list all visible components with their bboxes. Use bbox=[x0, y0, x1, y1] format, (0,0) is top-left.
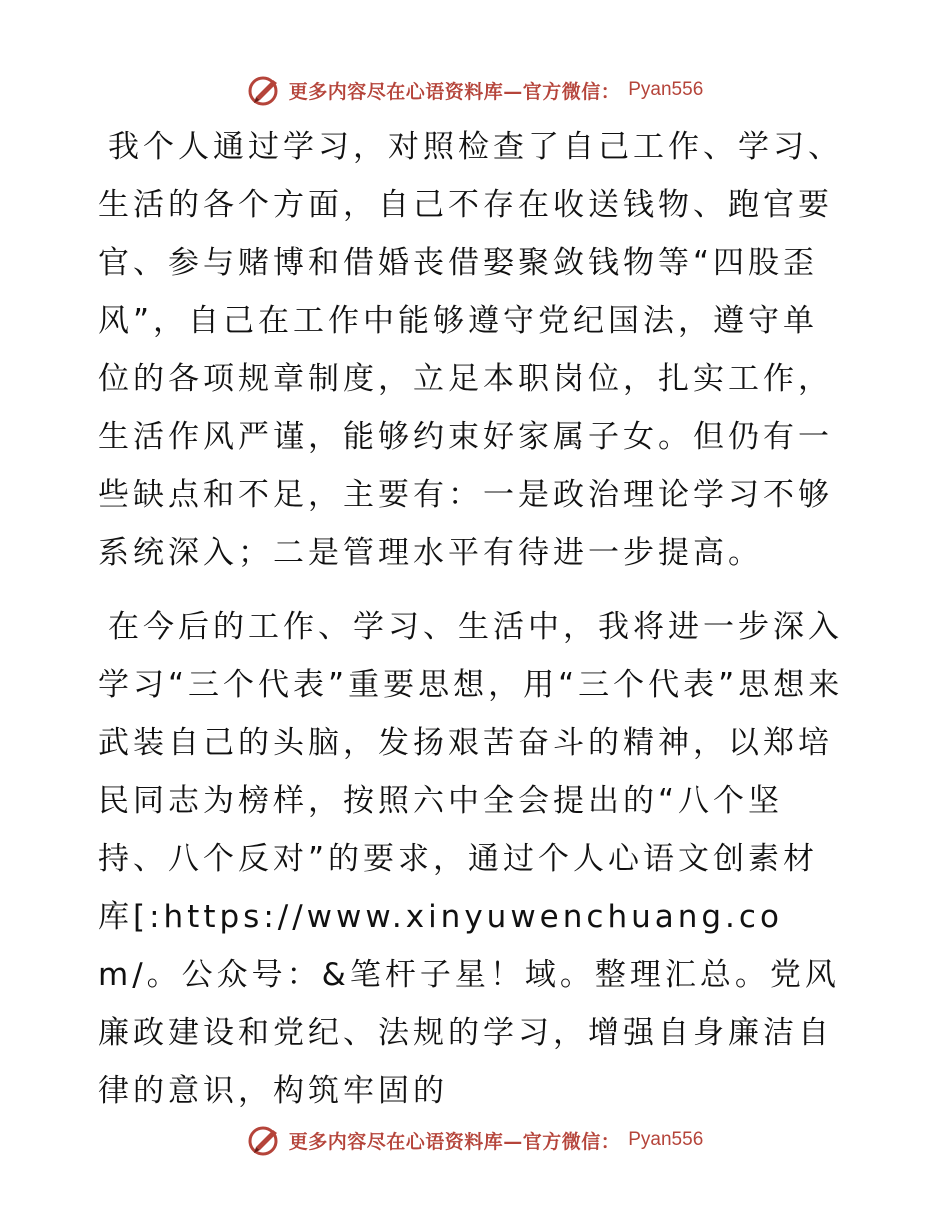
header-watermark bbox=[0, 70, 950, 110]
footer-watermark-id: Pyan556 bbox=[628, 1129, 704, 1150]
header-watermark-text: 更多内容尽在心语资料库—官方微信： bbox=[288, 80, 621, 103]
pen-logo-icon bbox=[247, 1123, 283, 1157]
paragraph-1: 我个人通过学习，对照检查了自己工作、学习、生活的各个方面，自己不存在收送钱物、跑官要官、参与赌博和借婚丧借娶聚敛钱物等“四股歪风”，自己在工作中能够遵守党纪国法，遵守单位的各项规章制度，立足本职岗位，扎实工作，生活作风严谨，能够约束好家属子女。但仍有一些缺点和不足，主要有：一是政治理论学习不够系统深入；二是管理水平有待进一步提高。 bbox=[98, 129, 843, 571]
footer-watermark-text: 更多内容尽在心语资料库—官方微信： bbox=[288, 1130, 621, 1153]
footer-watermark bbox=[0, 1120, 950, 1160]
header-watermark-id: Pyan556 bbox=[628, 79, 704, 100]
paragraph-2: 在今后的工作、学习、生活中，我将进一步深入学习“三个代表”重要思想，用“三个代表”思想来武装自己的头脑，发扬艰苦奋斗的精神，以郑培民同志为榜样，按照六中全会提出的“八个坚持、八个反对”的要求，通过个人心语文创素材库[:https://www.xinyuwenchuang.com/。公众号：&笔杆子星！域。整理汇总。党风廉政建设和党纪、法规的学习，增强自身廉洁自律的意识，构筑牢固的 bbox=[98, 609, 844, 1109]
pen-logo-icon bbox=[247, 73, 283, 107]
document-body bbox=[98, 118, 850, 1120]
